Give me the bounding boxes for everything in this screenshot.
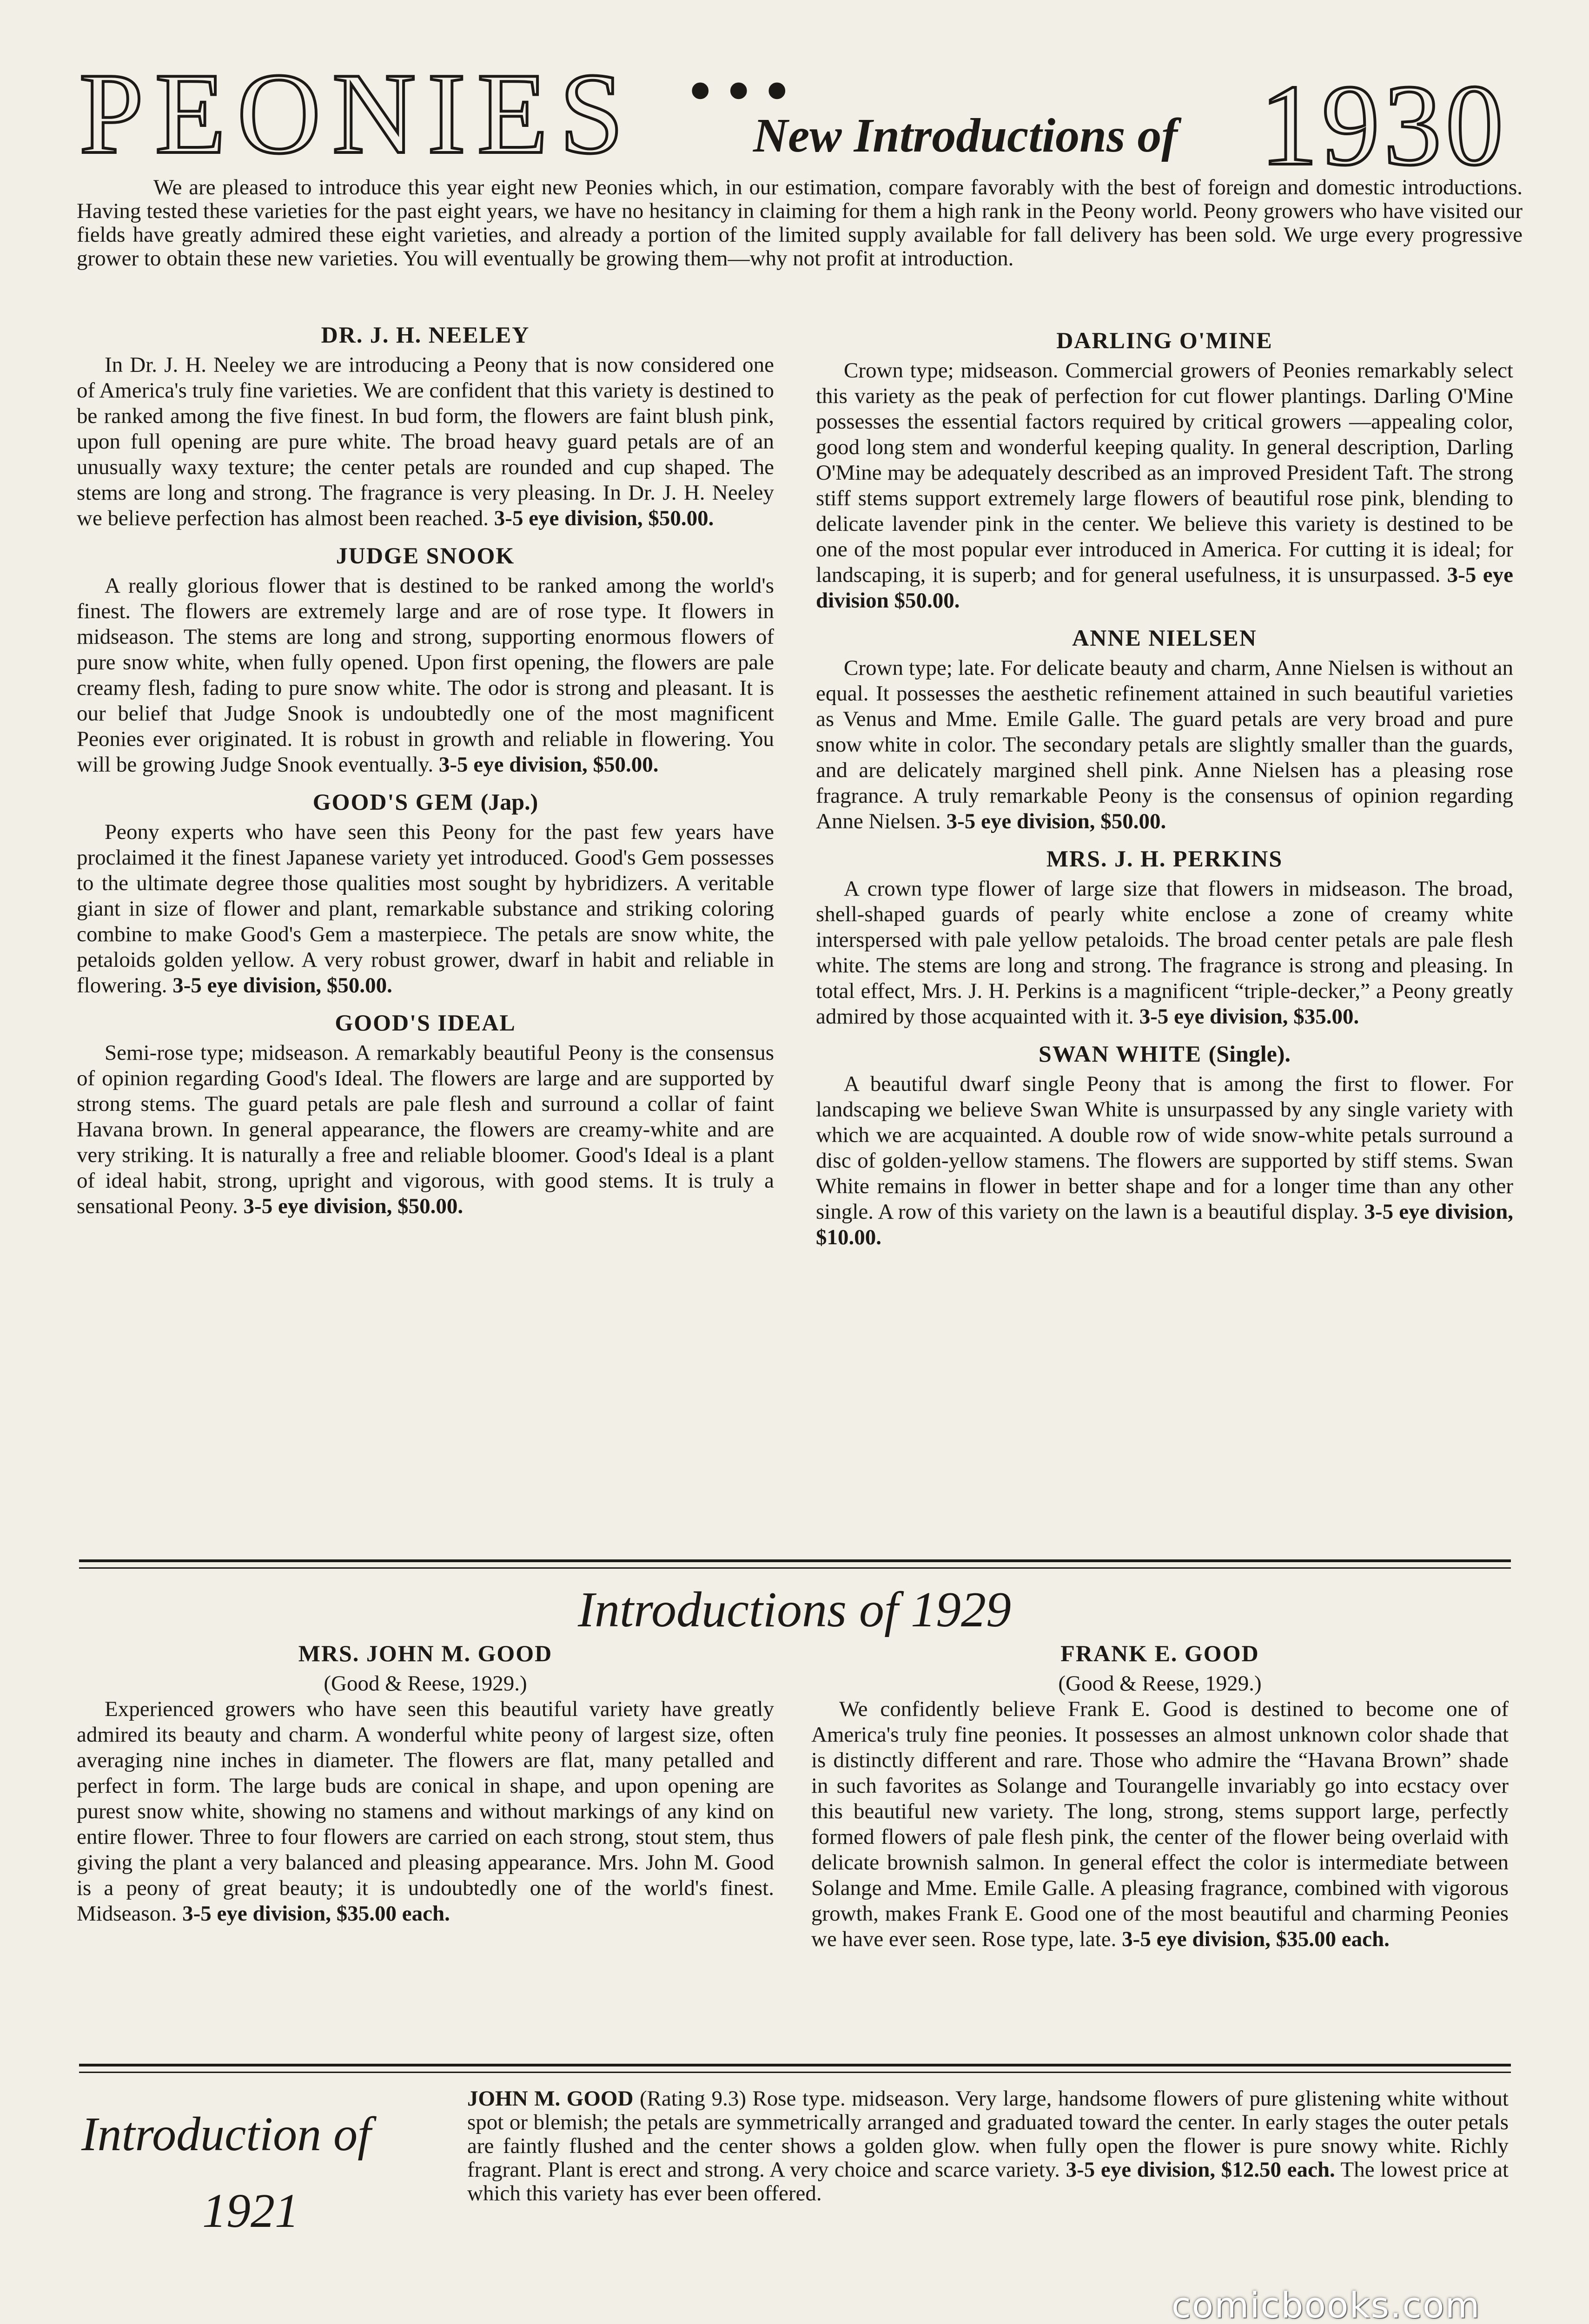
section-divider [79, 2064, 1511, 2067]
variety-name: SWAN WHITE (Single). [1038, 1041, 1291, 1067]
title-dots: ••• [688, 52, 803, 129]
variety-name: JUDGE SNOOK [336, 542, 515, 568]
variety-name: JOHN M. GOOD [467, 2086, 634, 2111]
variety-type: (Single). [1208, 1041, 1291, 1067]
variety-description: A really glorious flower that is destined to be ranked among the world's finest. The flowers are extremely large and are of rose type. It flowers in midseason. The stems are long and strong, supporting enormous flowers of pure snow white, when fully opened. Upon first opening, the flowers are pale creamy flesh, fading to pure snow white. The odor is strong and pleasant. It is our belief that Judge Snook is undoubtedly one of the most magnificent Peonies ever originated. It is robust in growth and reliable in flowering. You will be growing Judge Snook eventually. 3-5 eye division, $50.00. [77, 574, 774, 777]
intro-1929-left [77, 1638, 774, 1927]
variety-price: 3-5 eye division $50.00. [816, 563, 1514, 613]
variety-description: A crown type flower of large size that flowers in midseason. The broad, shell-shaped guards of pearly white enclose a zone of creamy white interspersed with pale yellow petaloids. The broad center petals are pale flesh white. The stems are long and strong. The fragrance is strong and pleasing. In total effect, Mrs. J. H. Perkins is a magnificent “triple-decker,” a Peony greatly admired by those acquainted with it. 3-5 eye division, $35.00. [816, 877, 1513, 1029]
variety-entry [816, 844, 1513, 1030]
variety-name: DARLING O'MINE [1056, 327, 1273, 353]
variety-description: We confidently believe Frank E. Good is destined to become one of America's truly fine peonies. It possesses an almost unknown color shade that is distinctly different and rare. Those who admire the “Havana Brown” shade in such favorites as Solange and Tourangelle invariably go into ecstacy over this beautiful new variety. The long, strong, stems support large, perfectly formed flowers of pale flesh pink, the center of the flower being overlaid with delicate brownish salmon. In general effect the color is intermediate between Solange and Mme. Emile Galle. A pleasing fragrance, combined with vigorous growth, makes Frank E. Good one of the most beautiful and charming Peonies we have ever seen. Rose type, late. 3-5 eye division, $35.00 each. [811, 1697, 1509, 1951]
section-heading-1929: Introductions of 1929 [578, 1582, 1011, 1637]
variety-description: Crown type; late. For delicate beauty and charm, Anne Nielsen is without an equal. It possesses the aesthetic refinement attained in such beautiful varieties as Venus and Mme. Emile Galle. The guard petals are very broad and pure snow white in color. The secondary petals are slightly smaller than the guards, and are delicately margined shell pink. Anne Nielsen has a pleasing rose fragrance. A truly remarkable Peony is the consensus of opinion regarding Anne Nielsen. 3-5 eye division, $50.00. [816, 656, 1513, 833]
variety-price: 3-5 eye division, $35.00. [1139, 1004, 1359, 1029]
variety-price: 3-5 eye division, $50.00. [438, 753, 659, 777]
variety-entry [816, 623, 1513, 834]
variety-entry [77, 320, 774, 531]
right-column [816, 325, 1513, 1260]
variety-description: Crown type; midseason. Commercial growers of Peonies remarkably select this variety as the peak of perfection for cut flower plantings. Darling O'Mine possesses the essential factors required by critical growers —appealing color, good long stem and wonderful keeping quality. In general description, Darling O'Mine may be adequately described as an improved President Taft. The strong stiff stems support extremely large flowers of beautiful rose pink, blending to delicate lavender pink in the center. We believe this variety is destined to be one of the most popular ever introduced in America. For cutting it is ideal; for landscaping, it is superb; and for general usefulness, it is unsurpassed. 3-5 eye division $50.00. [816, 358, 1514, 613]
variety-type: (Jap.) [480, 789, 538, 815]
section-divider [79, 1559, 1511, 1562]
variety-name: MRS. JOHN M. GOOD [298, 1640, 553, 1666]
variety-name: GOOD'S GEM (Jap.) [312, 789, 538, 815]
variety-entry [77, 787, 774, 998]
section-heading-1921: Introduction of [81, 2107, 371, 2161]
variety-description: A beautiful dwarf single Peony that is among the first to flower. For landscaping we believe Swan White is unsurpassed by any single variety with which we are acquainted. A double row of wide snow-white petals surround a disc of golden-yellow stamens. The flowers are supported by stiff stems. Swan White remains in flower in better shape and for a longer time than any other single. A row of this variety on the lawn is a beautiful display. 3-5 eye division, $10.00. [816, 1072, 1513, 1249]
variety-origin: (Good & Reese, 1929.) [324, 1671, 527, 1696]
variety-name: GOOD'S IDEAL [335, 1010, 516, 1036]
variety-price: 3-5 eye division, $50.00. [172, 973, 392, 997]
variety-price: 3-5 eye division, $35.00 each. [182, 1901, 450, 1926]
variety-price: 3-5 eye division, $10.00. [816, 1200, 1513, 1249]
variety-name: MRS. J. H. PERKINS [1046, 845, 1283, 872]
variety-price: 3-5 eye division, $50.00. [946, 809, 1166, 833]
page-subtitle: New Introductions of [753, 109, 1178, 162]
variety-description: In Dr. J. H. Neeley we are introducing a Peony that is now considered one of America's truly fine varieties. We are confident that this variety is destined to be ranked among the five finest. In bud form, the flowers are faint blush pink, upon full opening are pure white. The broad heavy guard petals are of an unusually waxy texture; the center petals are rounded and cup shaped. The stems are long and strong. The fragrance is very pleasing. In Dr. J. H. Neeley we believe perfection has almost been reached. 3-5 eye division, $50.00. [77, 353, 774, 530]
intro-1929-right [811, 1638, 1509, 1952]
section-year-1921: 1921 [202, 2184, 299, 2238]
variety-description-1921: JOHN M. GOOD (Rating 9.3) Rose type. midseason. Very large, handsome flowers of pure glistening white without spot or blemish; the petals are symmetrically arranged and graduated toward the center. In early stages the outer petals are faintly flushed and the center shows a golden glow. when fully open the flower is pure snowy white. Richly fragrant. Plant is erect and strong. A very choice and scarce variety. 3-5 eye division, $12.50 each. The lowest price at which this variety has ever been offered. [467, 2086, 1509, 2205]
page-title: PEONIES [79, 49, 635, 178]
page-year: 1930 [1260, 61, 1507, 190]
variety-description: Semi-rose type; midseason. A remarkably beautiful Peony is the consensus of opinion regarding Good's Ideal. The flowers are large and are supported by strong stems. The guard petals are pale flesh and surround a collar of faint Havana brown. In general appearance, the flowers are creamy-white and are very striking. It is naturally a free and reliable bloomer. Good's Ideal is a plant of ideal habit, strong, upright and vigorous, with good stems. It is truly a sensational Peony. 3-5 eye division, $50.00. [77, 1041, 774, 1218]
variety-name: FRANK E. GOOD [1060, 1640, 1259, 1666]
variety-price: 3-5 eye division, $50.00. [243, 1194, 463, 1218]
variety-price: 3-5 eye division, $12.50 each. [1066, 2158, 1335, 2182]
variety-entry [816, 1039, 1513, 1250]
variety-price: 3-5 eye division, $35.00 each. [1122, 1927, 1390, 1951]
variety-entry [77, 1008, 774, 1219]
intro-paragraph: We are pleased to introduce this year eight new Peonies which, in our estimation, compare favorably with the best of foreign and domestic introductions. Having tested these varieties for the past eight years, we have no hesitancy in claiming for them a high rank in the Peony world. Peony growers who have visited our fields have greatly admired these eight varieties, and already a portion of the limited supply available for fall delivery has been sold. We urge every progressive grower to obtain these new varieties. You will eventually be growing them—why not profit at introduction. [77, 175, 1523, 271]
variety-name: DR. J. H. NEELEY [321, 322, 530, 348]
variety-origin: (Good & Reese, 1929.) [1058, 1671, 1262, 1696]
variety-price: 3-5 eye division, $50.00. [494, 506, 714, 530]
watermark-text: comicbooks.com [1172, 2284, 1481, 2324]
section-divider-thin [79, 1567, 1511, 1569]
variety-name: ANNE NIELSEN [1072, 625, 1257, 651]
section-divider-thin [79, 2072, 1511, 2073]
variety-entry [77, 541, 774, 778]
left-column [77, 320, 774, 1228]
variety-description: Peony experts who have seen this Peony for the past few years have proclaimed it the finest Japanese variety yet introduced. Good's Gem possesses to the ultimate degree those qualities most sought by hybridizers. A veritable giant in size of flower and plant, remarkable substance and striking coloring combine to make Good's Gem a masterpiece. The petals are snow white, the petaloids golden yellow. A very robust grower, dwarf in habit and reliable in flowering. 3-5 eye division, $50.00. [77, 820, 774, 997]
variety-description: Experienced growers who have seen this beautiful variety have greatly admired its beauty and charm. A wonderful white peony of largest size, often averaging nine inches in diameter. The flowers are flat, many petalled and perfect in form. The large buds are conical in shape, and upon opening are purest snow white, showing no stamens and without markings of any kind on entire flower. Three to four flowers are carried on each strong, stout stem, thus giving the plant a very balanced and pleasing appearance. Mrs. John M. Good is a peony of great beauty; it is undoubtedly one of the world's finest. Midseason. 3-5 eye division, $35.00 each. [77, 1697, 774, 1926]
variety-entry [816, 325, 1513, 614]
